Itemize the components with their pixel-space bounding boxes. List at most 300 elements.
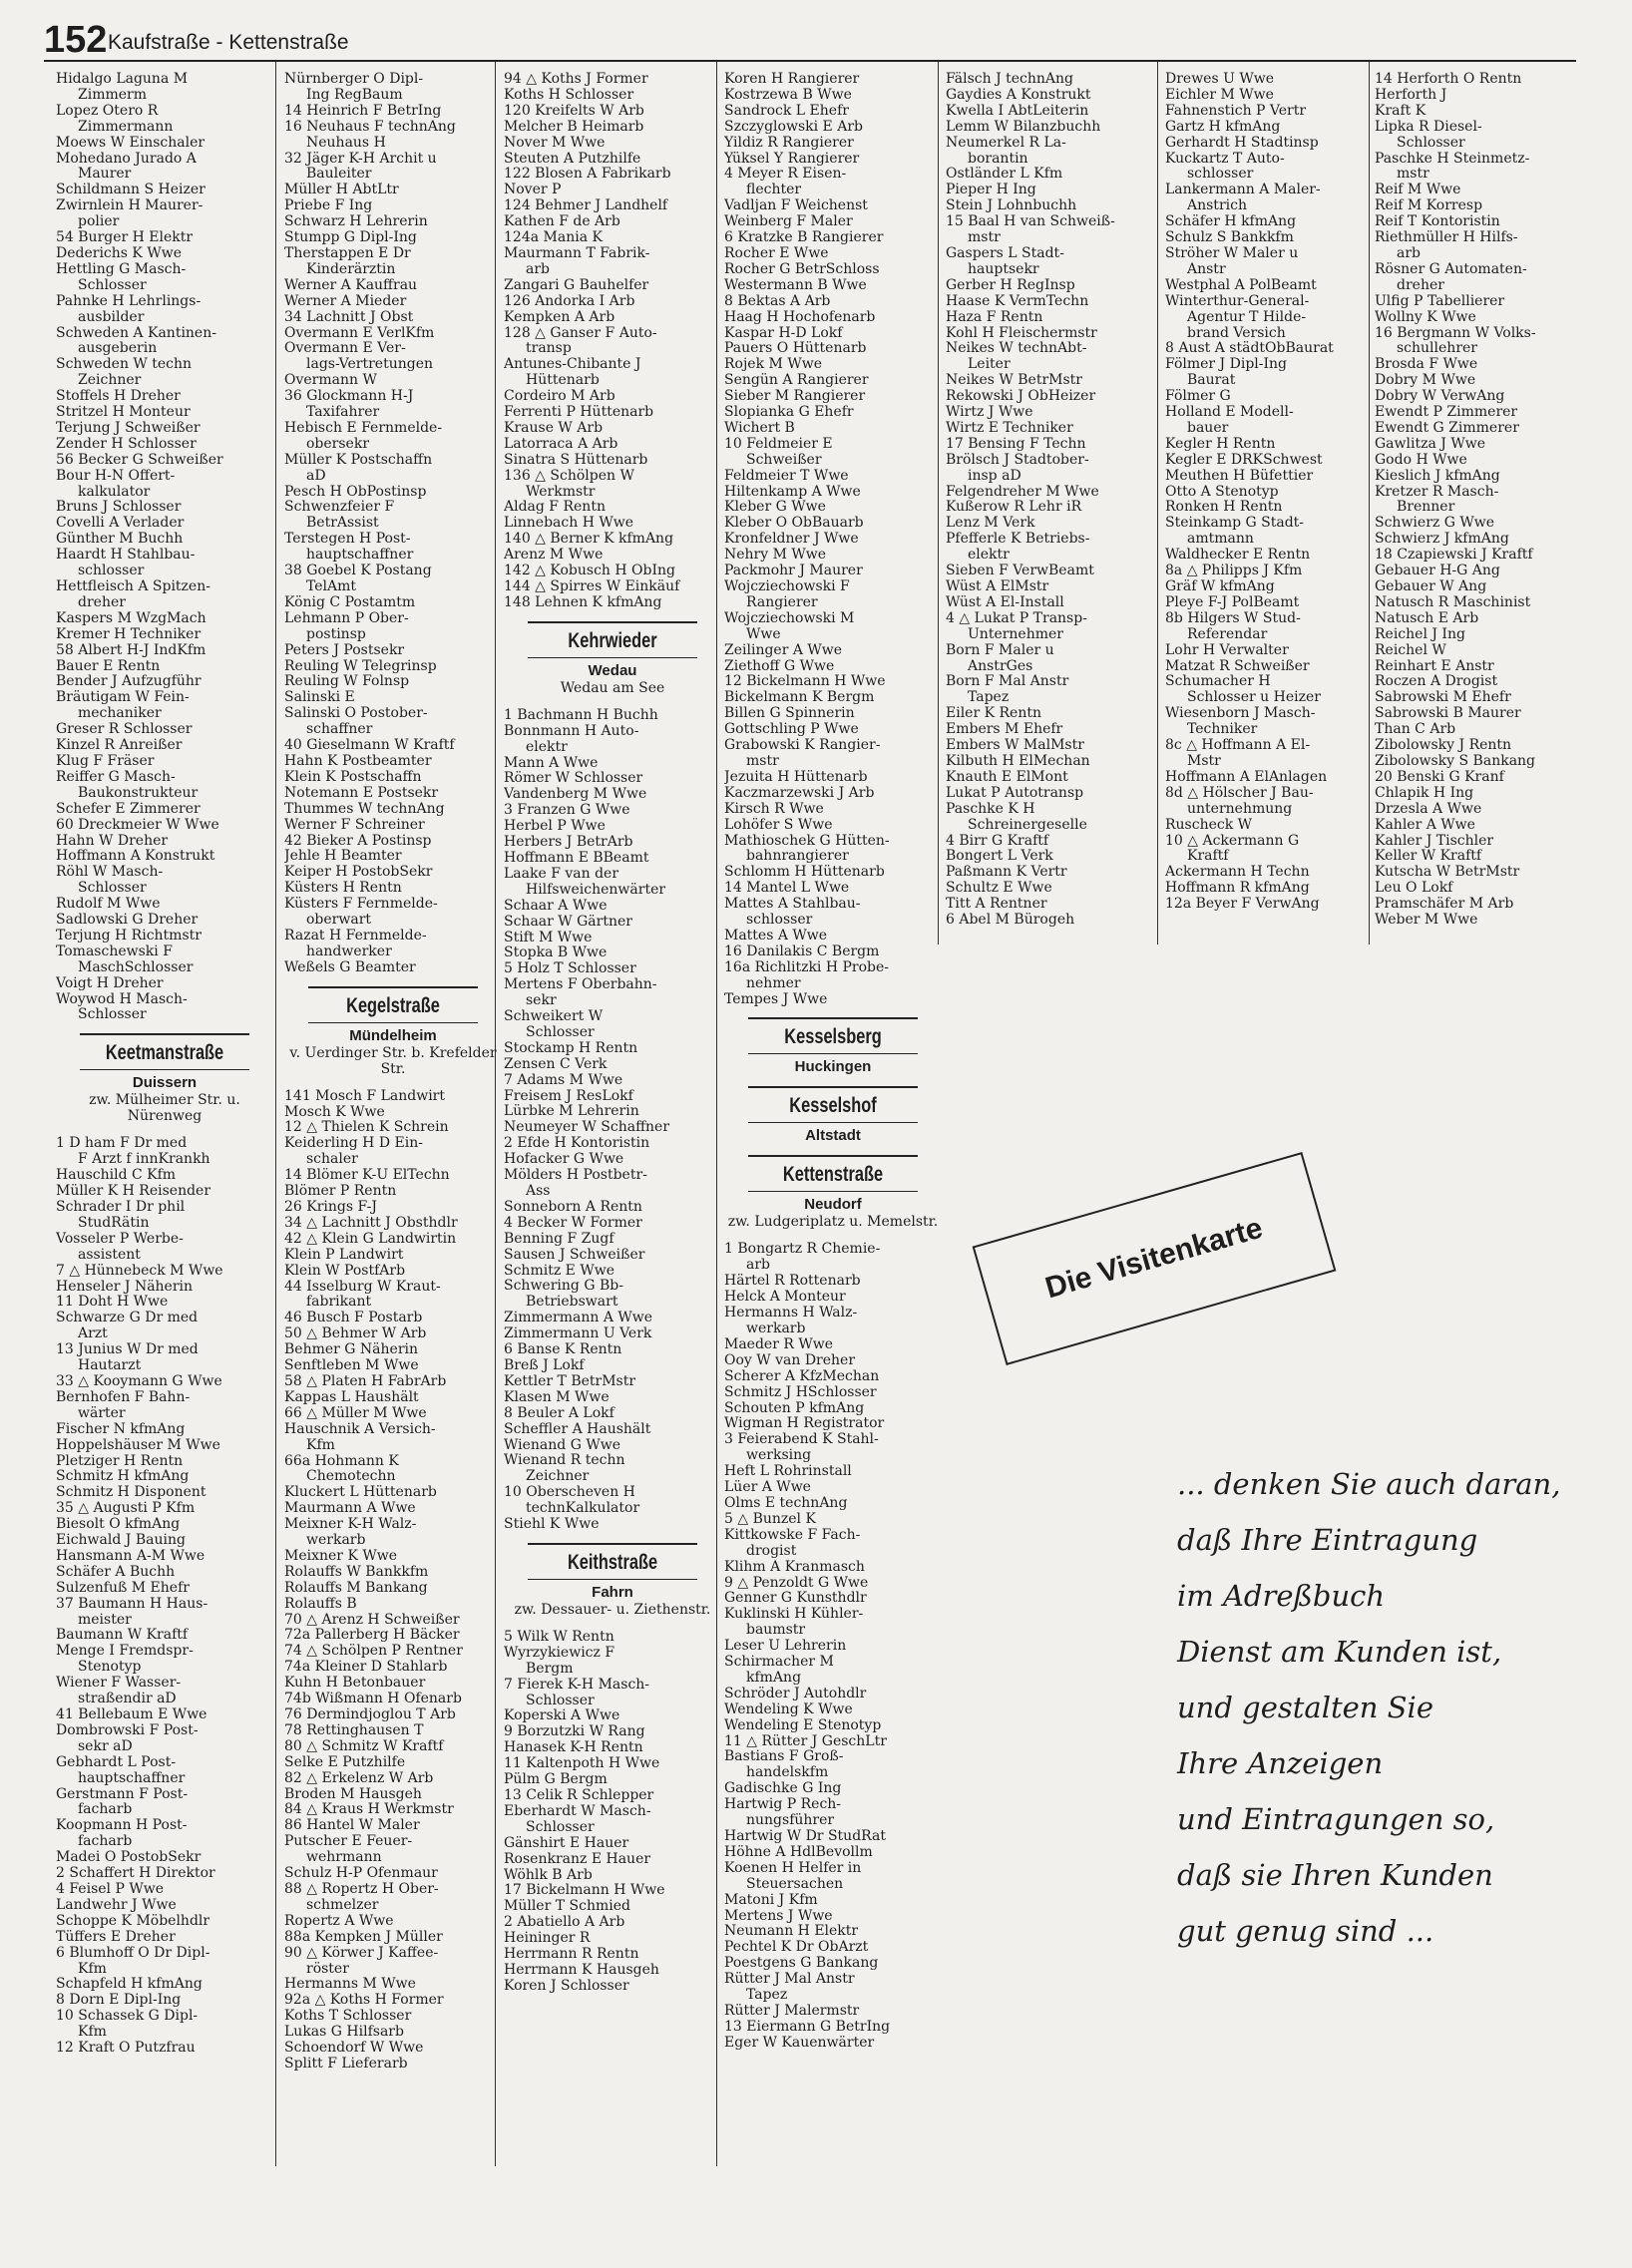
directory-entry: Lürbke M Lehrerin xyxy=(504,1104,639,1120)
directory-entry: Rekowski J ObHeizer xyxy=(946,389,1096,405)
directory-entry: Senftleben M Wwe xyxy=(284,1358,419,1374)
directory-entry: Schirmacher M xyxy=(724,1655,834,1671)
entry-continuation: Maurer xyxy=(78,167,132,183)
directory-entry: Kohl H Fleischermstr xyxy=(946,325,1097,341)
directory-entry: Fischer N kfmAng xyxy=(56,1421,186,1437)
directory-entry: 2 Efde H Kontoristin xyxy=(504,1136,650,1152)
street-heading: Kesselsberg xyxy=(748,1017,918,1054)
directory-entry: 140 △ Berner K kfmAng xyxy=(504,532,674,548)
directory-entry: 7 △ Hünnebeck M Wwe xyxy=(56,1263,223,1279)
directory-entry: 5 Holz T Schlosser xyxy=(504,961,636,977)
directory-entry: Müller T Schmied xyxy=(504,1899,630,1915)
directory-entry: Lankermann A Maler- xyxy=(1165,183,1321,198)
entry-continuation: Kfm xyxy=(306,1437,335,1453)
directory-entry: Helck A Monteur xyxy=(724,1290,846,1306)
entry-continuation: wärter xyxy=(78,1405,126,1421)
directory-entry: Selke E Putzhilfe xyxy=(284,1754,406,1770)
directory-entry: Heininger R xyxy=(504,1931,591,1947)
entry-continuation: kfmAng xyxy=(746,1670,802,1686)
directory-entry: Hoffmann A Konstrukt xyxy=(56,849,215,865)
directory-entry: Priebe F Ing xyxy=(284,198,373,214)
entry-continuation: Zimmermann xyxy=(78,119,174,135)
directory-entry: Pahnke H Lehrlings- xyxy=(56,293,202,309)
entry-continuation: handelskfm xyxy=(746,1765,829,1781)
directory-entry: Herforth J xyxy=(1375,87,1447,103)
directory-entry: Mertens J Wwe xyxy=(724,1908,833,1924)
directory-entry: 92a △ Koths H Former xyxy=(284,1993,444,2009)
directory-entry: Feldmeier T Wwe xyxy=(724,468,849,484)
directory-entry: Jezuita H Hüttenarb xyxy=(724,769,868,785)
directory-entry: Mattes A Wwe xyxy=(724,928,828,944)
entry-continuation: hauptschaffner xyxy=(306,548,414,564)
directory-entry: Ropertz A Wwe xyxy=(284,1913,394,1929)
entry-continuation: dreher xyxy=(78,594,126,610)
entry-continuation: Schlosser u Heizer xyxy=(1187,690,1321,706)
directory-entry: 20 Benski G Kranf xyxy=(1375,769,1504,785)
directory-entry: Waldhecker E Rentn xyxy=(1165,548,1311,564)
directory-entry: Kahler J Tischler xyxy=(1375,833,1494,849)
directory-entry: Wöhlk B Arb xyxy=(504,1867,593,1883)
district-name: Mündelheim xyxy=(349,1026,437,1044)
directory-entry: Covelli A Verlader xyxy=(56,516,185,532)
directory-entry: Embers M Ehefr xyxy=(946,722,1063,738)
directory-entry: 41 Bellebaum E Wwe xyxy=(56,1707,207,1722)
directory-entry: Steuten A Putzhilfe xyxy=(504,151,641,167)
directory-entry: Schweden W techn xyxy=(56,357,193,373)
directory-entry: Eichler M Wwe xyxy=(1165,87,1274,103)
directory-entry: Reiffer G Masch- xyxy=(56,769,176,785)
directory-entry: Hansmann A-M Wwe xyxy=(56,1548,205,1564)
directory-entry: Schäfer A Buchh xyxy=(56,1564,176,1580)
entry-continuation: fabrikant xyxy=(306,1295,372,1311)
directory-entry: Ströher W Maler u xyxy=(1165,245,1299,261)
directory-entry: Kappas L Haushält xyxy=(284,1389,419,1405)
entry-continuation: dreher xyxy=(1397,277,1444,293)
column-7 xyxy=(1375,72,1579,949)
directory-entry: Rolauffs W Bankkfm xyxy=(284,1564,429,1580)
directory-entry: Reinhart E Anstr xyxy=(1375,658,1494,674)
directory-entry: Hoffmann A ElAnlagen xyxy=(1165,769,1328,785)
directory-entry: Sabrowski M Ehefr xyxy=(1375,690,1511,706)
directory-entry: Maeder R Wwe xyxy=(724,1336,834,1352)
directory-entry: Bender J Aufzugführ xyxy=(56,674,202,690)
directory-entry: Kegler H Rentn xyxy=(1165,436,1276,452)
entry-continuation: Ing RegBaum xyxy=(306,87,403,103)
district-name: Fahrn xyxy=(592,1583,633,1601)
directory-entry: Haardt H Stahlbau- xyxy=(56,548,196,564)
directory-entry: Melcher B Heimarb xyxy=(504,119,644,135)
directory-entry: 44 Isselburg W Kraut- xyxy=(284,1279,441,1295)
directory-entry: 56 Becker G Schweißer xyxy=(56,452,223,468)
directory-entry: Holland E Modell- xyxy=(1165,405,1294,421)
directory-entry: 124 Behmer J Landhelf xyxy=(504,198,668,214)
district-name: Duissern xyxy=(132,1074,198,1092)
directory-entry: Koperski A Wwe xyxy=(504,1708,620,1724)
directory-entry: 120 Kreifelts W Arb xyxy=(504,103,644,119)
directory-entry: Schmitz H kfmAng xyxy=(56,1469,190,1485)
directory-entry: Wojcziechowski M xyxy=(724,610,855,626)
directory-entry: Kegler E DRKSchwest xyxy=(1165,452,1323,468)
directory-entry: 4 Birr G Kraftf xyxy=(946,833,1049,849)
directory-entry: Schwering G Bb- xyxy=(504,1279,623,1295)
district-name: Huckingen xyxy=(794,1058,872,1076)
directory-entry: Nürnberger O Dipl- xyxy=(284,72,424,87)
directory-entry: Matoni J Kfm xyxy=(724,1892,818,1908)
directory-entry: 8 Bektas A Arb xyxy=(724,293,831,309)
directory-entry: 66 △ Müller M Wwe xyxy=(284,1405,427,1421)
directory-entry: Lohöfer S Wwe xyxy=(724,817,833,833)
entry-continuation: brand Versich xyxy=(1187,325,1286,341)
directory-entry: 88 △ Ropertz H Ober- xyxy=(284,1881,439,1897)
directory-entry: Putscher E Feuer- xyxy=(284,1834,413,1850)
directory-entry: 1 Bachmann H Buchh xyxy=(504,707,658,723)
directory-entry: Gebauer W Ang xyxy=(1375,579,1487,594)
directory-entry: Gänshirt E Hauer xyxy=(504,1835,629,1851)
entry-continuation: mstr xyxy=(746,753,779,769)
entry-continuation: schmelzer xyxy=(306,1897,379,1913)
directory-entry: Born F Maler u xyxy=(946,642,1054,658)
directory-entry: 88a Kempken J Müller xyxy=(284,1929,443,1945)
directory-entry: Therstappen E Dr xyxy=(284,245,411,261)
directory-entry: Neikes W technAbt- xyxy=(946,341,1087,357)
directory-entry: Klug F Fräser xyxy=(56,753,155,769)
directory-entry: 17 Bensing F Techn xyxy=(946,436,1086,452)
directory-entry: 14 Herforth O Rentn xyxy=(1375,72,1522,87)
directory-entry: Benning F Zugf xyxy=(504,1231,614,1247)
directory-entry: Razat H Fernmelde- xyxy=(284,928,427,944)
directory-entry: Heft L Rohrinstall xyxy=(724,1464,852,1480)
directory-entry: 5 Wilk W Rentn xyxy=(504,1629,614,1645)
directory-entry: Fahnenstich P Vertr xyxy=(1165,103,1307,119)
directory-entry: Weinberg F Maler xyxy=(724,214,853,230)
directory-entry: Zeilinger A Wwe xyxy=(724,642,843,658)
directory-entry: Kostrzewa B Wwe xyxy=(724,87,852,103)
directory-entry: Leser U Lehrerin xyxy=(724,1639,847,1655)
directory-entry: Koopmann H Post- xyxy=(56,1818,188,1834)
entry-continuation: meister xyxy=(78,1612,132,1628)
directory-entry: Kutscha W BetrMstr xyxy=(1375,865,1520,881)
directory-entry: Sinatra S Hüttenarb xyxy=(504,452,648,468)
directory-entry: Schwenzfeier F xyxy=(284,500,395,516)
directory-entry: 11 Kaltenpoth H Wwe xyxy=(504,1756,660,1772)
directory-entry: Overmann E Ver- xyxy=(284,341,406,357)
directory-entry: 32 Jäger K-H Archit u xyxy=(284,151,437,167)
directory-entry: Madei O PostobSekr xyxy=(56,1850,202,1866)
directory-entry: Biesolt O kfmAng xyxy=(56,1517,181,1533)
entry-continuation: Kinderärztin xyxy=(306,261,396,277)
directory-entry: Kronfeldner J Wwe xyxy=(724,532,859,548)
directory-entry: Lemm W Bilanzbuchh xyxy=(946,119,1101,135)
entry-continuation: sekr aD xyxy=(78,1738,133,1754)
directory-entry: Küsters H Rentn xyxy=(284,881,402,897)
directory-entry: Stumpp G Dipl-Ing xyxy=(284,230,417,246)
directory-entry: Ziethoff G Wwe xyxy=(724,658,835,674)
directory-entry: 12 Kraft O Putzfrau xyxy=(56,2041,196,2057)
directory-entry: Tüffers E Dreher xyxy=(56,1929,176,1945)
directory-entry: Overmann W xyxy=(284,373,377,389)
directory-entry: Salinski E xyxy=(284,690,355,706)
directory-entry: Terjung H Richtmstr xyxy=(56,928,202,944)
entry-continuation: bahnrangierer xyxy=(746,849,849,865)
directory-entry: Greser R Schlosser xyxy=(56,722,193,738)
directory-entry: Vosseler P Werbe- xyxy=(56,1231,184,1247)
entry-continuation: Kfm xyxy=(78,1961,107,1977)
slogan-line: daß Ihre Eintragung xyxy=(1177,1523,1478,1557)
directory-entry: Weber M Wwe xyxy=(1375,913,1478,929)
directory-entry: Pülm G Bergm xyxy=(504,1772,608,1788)
directory-entry: Aldag F Rentn xyxy=(504,500,606,516)
directory-entry: 14 Heinrich F BetrIng xyxy=(284,103,442,119)
directory-entry: Grabowski K Rangier- xyxy=(724,738,881,754)
entries-list xyxy=(946,72,1163,929)
directory-entry: Bauer E Rentn xyxy=(56,658,161,674)
entry-continuation: AnstrGes xyxy=(968,658,1033,674)
directory-entry: 126 Andorka I Arb xyxy=(504,293,635,309)
directory-entry: Reuling W Folnsp xyxy=(284,674,410,690)
directory-entry: Paschke K H xyxy=(946,801,1035,817)
directory-entry: 66a Hohmann K xyxy=(284,1453,399,1469)
directory-entry: 8c △ Hoffmann A El- xyxy=(1165,738,1311,754)
entry-continuation: Rangierer xyxy=(746,594,818,610)
directory-entry: 82 △ Erkelenz W Arb xyxy=(284,1770,434,1786)
directory-entry: Gadischke G Ing xyxy=(724,1781,842,1797)
directory-entry: 42 Bieker A Postinsp xyxy=(284,833,432,849)
directory-entry: Rolauffs M Bankang xyxy=(284,1580,428,1596)
directory-entry: 74b Wißmann H Ofenarb xyxy=(284,1692,462,1707)
directory-entry: Neumeyer W Schaffner xyxy=(504,1120,670,1136)
slogan-line: Dienst am Kunden ist, xyxy=(1177,1635,1502,1669)
directory-entry: Wüst A ElMstr xyxy=(946,579,1049,594)
directory-entry: Gebhardt L Post- xyxy=(56,1754,177,1770)
directory-entry: 13 Celik R Schlepper xyxy=(504,1788,654,1803)
directory-entry: 58 △ Platen H FabrArb xyxy=(284,1373,447,1389)
directory-entry: Wollny K Wwe xyxy=(1375,309,1476,325)
directory-entry: Fölmer J Dipl-Ing xyxy=(1165,357,1288,373)
directory-entry: Terstegen H Post- xyxy=(284,532,411,548)
directory-entry: Cordeiro M Arb xyxy=(504,389,615,405)
directory-entry: Kuklinski H Kühler- xyxy=(724,1607,864,1623)
entry-continuation: Schweißer xyxy=(746,452,822,468)
directory-entry: Haag H Hochofenarb xyxy=(724,309,876,325)
directory-entry: 9 Borzutzki W Rang xyxy=(504,1724,645,1740)
directory-entry: 6 Abel M Bürogeh xyxy=(946,913,1075,929)
directory-entry: Kirsch R Wwe xyxy=(724,801,824,817)
entry-continuation: facharb xyxy=(78,1834,133,1850)
directory-entry: 78 Rettinghausen T xyxy=(284,1722,424,1738)
entry-continuation: Wwe xyxy=(746,626,781,642)
directory-entry: Wienand R techn xyxy=(504,1453,625,1469)
directory-entry: Pfefferle K Betriebs- xyxy=(946,532,1090,548)
directory-entry: 50 △ Behmer W Arb xyxy=(284,1326,427,1342)
directory-entry: Nehry M Wwe xyxy=(724,548,827,564)
directory-entry: Kluckert L Hüttenarb xyxy=(284,1485,437,1501)
entry-continuation: Leiter xyxy=(968,357,1011,373)
directory-entry: Mosch K Wwe xyxy=(284,1104,385,1120)
entry-continuation: Betriebswart xyxy=(526,1295,618,1311)
entry-continuation: schaffner xyxy=(306,722,373,738)
entry-continuation: Hautarzt xyxy=(78,1358,142,1374)
directory-entry: Meixner K-H Walz- xyxy=(284,1517,417,1533)
directory-entry: Kuhn H Betonbauer xyxy=(284,1676,426,1692)
directory-entry: Mattes A Stahlbau- xyxy=(724,897,861,913)
directory-entry: Schildmann S Heizer xyxy=(56,183,205,198)
directory-entry: 60 Dreckmeier W Wwe xyxy=(56,817,219,833)
directory-entry: Lüer A Wwe xyxy=(724,1480,811,1496)
directory-entry: Than C Arb xyxy=(1375,722,1456,738)
directory-entry: Born F Mal Anstr xyxy=(946,674,1069,690)
directory-entry: 8 Aust A städtObBaurat xyxy=(1165,341,1334,357)
directory-entry: Eichwald J Bauing xyxy=(56,1533,186,1549)
directory-entry: Arenz M Wwe xyxy=(504,548,604,564)
entry-continuation: insp aD xyxy=(968,468,1021,484)
entry-continuation: arb xyxy=(1397,245,1422,261)
directory-entry: Höhne A HdlBevollm xyxy=(724,1844,873,1860)
entry-continuation: elektr xyxy=(968,548,1010,564)
entry-continuation: mstr xyxy=(968,230,1001,246)
entry-continuation: Taxifahrer xyxy=(306,405,380,421)
directory-entry: 11 Doht H Wwe xyxy=(56,1295,169,1311)
entry-continuation: straßendir aD xyxy=(78,1692,177,1707)
directory-entry: Kittkowske F Fach- xyxy=(724,1527,861,1543)
directory-entry: Stockamp H Rentn xyxy=(504,1040,638,1056)
entry-continuation: Kfm xyxy=(78,2025,107,2041)
entry-continuation: Schlosser xyxy=(526,1024,595,1040)
directory-entry: Klein K Postschaffn xyxy=(284,769,422,785)
directory-entry: 15 Baal H van Schweiß- xyxy=(946,214,1115,230)
directory-entry: Krause W Arb xyxy=(504,420,604,436)
entries-list xyxy=(1165,72,1365,913)
directory-entry: Ruscheck W xyxy=(1165,817,1253,833)
directory-entry: Stritzel H Monteur xyxy=(56,405,191,421)
directory-entry: Rütter J Malermstr xyxy=(724,2003,860,2019)
directory-entry: 9 △ Penzoldt G Wwe xyxy=(724,1575,869,1591)
directory-entry: Bickelmann K Bergm xyxy=(724,690,875,706)
directory-entry: Keiderling H D Ein- xyxy=(284,1136,423,1152)
entry-continuation: technKalkulator xyxy=(526,1501,640,1517)
entry-continuation: drogist xyxy=(746,1543,797,1559)
directory-entry: Schwarz H Lehrerin xyxy=(284,214,428,230)
entry-continuation: Tapez xyxy=(968,690,1010,706)
directory-entry: Henseler J Näherin xyxy=(56,1279,194,1295)
entry-continuation: Zeichner xyxy=(78,373,142,389)
directory-entry: 46 Busch F Postarb xyxy=(284,1311,423,1326)
directory-entry: Dombrowski F Post- xyxy=(56,1722,199,1738)
directory-entry: 33 △ Kooymann G Wwe xyxy=(56,1373,222,1389)
directory-entry: Pieper H Ing xyxy=(946,183,1036,198)
directory-entry: Gottschling P Wwe xyxy=(724,722,859,738)
district-name: Altstadt xyxy=(805,1127,861,1145)
directory-entry: Voigt H Dreher xyxy=(56,975,164,991)
directory-entry: Maurmann T Fabrik- xyxy=(504,245,650,261)
entry-continuation: Anstr xyxy=(1187,261,1226,277)
directory-entry: Küsters F Fernmelde- xyxy=(284,897,438,913)
directory-entry: Kretzer R Masch- xyxy=(1375,484,1499,500)
directory-entry: 11 △ Rütter J GeschLtr xyxy=(724,1733,887,1749)
entry-continuation: Anstrich xyxy=(1187,198,1247,214)
directory-entry: Hebisch E Fernmelde- xyxy=(284,420,443,436)
street-description: zw. Ludgeriplatz u. Memelstr. xyxy=(727,1214,939,1231)
directory-entry: Pechtel K Dr ObArzt xyxy=(724,1940,869,1956)
entry-continuation: baumstr xyxy=(746,1623,806,1639)
directory-entry: Hahn W Dreher xyxy=(56,833,169,849)
entry-continuation: lags-Vertretungen xyxy=(306,357,434,373)
directory-entry: 58 Albert H-J IndKfm xyxy=(56,642,206,658)
directory-entry: Ackermann H Techn xyxy=(1165,865,1310,881)
directory-entry: Zimmermann A Wwe xyxy=(504,1311,653,1326)
directory-entry: Rolauffs B xyxy=(284,1596,357,1612)
directory-entry: Neumann H Elektr xyxy=(724,1924,859,1940)
entry-continuation: Mstr xyxy=(1187,753,1221,769)
directory-entry: Mölders H Postbetr- xyxy=(504,1168,647,1184)
directory-entry: Fölmer G xyxy=(1165,389,1231,405)
directory-entry: 36 Glockmann H-J xyxy=(284,389,414,405)
entry-continuation: Brenner xyxy=(1397,500,1455,516)
entries-list xyxy=(56,1136,273,2057)
directory-entry: 34 △ Lachnitt J Obsthdlr xyxy=(284,1215,458,1231)
entry-continuation: Agentur T Hilde- xyxy=(1187,309,1307,325)
street-heading: Kehrwieder xyxy=(528,621,697,658)
directory-entry: Lehmann P Ober- xyxy=(284,610,409,626)
directory-entry: Ulfig P Tabellierer xyxy=(1375,293,1505,309)
entry-continuation: Chemotechn xyxy=(306,1469,396,1485)
directory-entry: 74 △ Schölpen P Rentner xyxy=(284,1644,463,1660)
directory-entry: Wendeling E Stenotyp xyxy=(724,1717,882,1733)
entry-continuation: postinsp xyxy=(306,626,366,642)
page-number: 152 xyxy=(44,19,108,61)
directory-entry: Sonneborn A Rentn xyxy=(504,1199,642,1215)
directory-entry: Yüksel Y Rangierer xyxy=(724,151,860,167)
directory-entry: 70 △ Arenz H Schweißer xyxy=(284,1612,460,1628)
entry-continuation: Schlosser xyxy=(526,1819,595,1835)
directory-entry: Splitt F Lieferarb xyxy=(284,2056,408,2072)
directory-entry: Eger W Kauenwärter xyxy=(724,2035,875,2051)
directory-entry: 72a Pallerberg H Bäcker xyxy=(284,1628,460,1644)
directory-entry: Schmitz H Disponent xyxy=(56,1485,206,1501)
directory-entry: Matzat R Schweißer xyxy=(1165,658,1310,674)
directory-entry: Embers W MalMstr xyxy=(946,738,1084,754)
street-description: zw. Dessauer- u. Ziethenstr. xyxy=(514,1601,711,1618)
directory-entry: Stopka B Wwe xyxy=(504,945,608,961)
directory-entry: 16 Danilakis C Bergm xyxy=(724,944,880,959)
directory-entry: 94 △ Koths J Former xyxy=(504,72,648,87)
directory-entry: König C Postamtm xyxy=(284,594,416,610)
directory-entry: Werner A Mieder xyxy=(284,293,407,309)
directory-entry: Kraft K xyxy=(1375,103,1427,119)
directory-entry: Werner A Kauffrau xyxy=(284,277,418,293)
directory-entry: Hartwig W Dr StudRat xyxy=(724,1829,886,1844)
directory-entry: Nover M Wwe xyxy=(504,135,606,151)
directory-entry: Müller K H Reisender xyxy=(56,1184,211,1200)
directory-entry: Rojek M Wwe xyxy=(724,357,822,373)
directory-entry: Nover P xyxy=(504,183,562,198)
directory-entry: Schmitz E Wwe xyxy=(504,1263,614,1279)
directory-entry: Vadljan F Weichenst xyxy=(724,198,868,214)
directory-entry: 144 △ Spirres W Einkäuf xyxy=(504,579,680,594)
directory-entry: Kleber O ObBauarb xyxy=(724,516,864,532)
directory-entry: Wigman H Registrator xyxy=(724,1416,885,1432)
directory-entry: Meixner K Wwe xyxy=(284,1548,398,1564)
directory-entry: Rosenkranz E Hauer xyxy=(504,1851,651,1867)
entry-continuation: Baurat xyxy=(1187,373,1236,389)
entry-continuation: aD xyxy=(306,468,326,484)
directory-entry: Ronken H Rentn xyxy=(1165,500,1283,516)
directory-entry: Natusch E Arb xyxy=(1375,610,1479,626)
directory-entry: Terjung J Schweißer xyxy=(56,420,201,436)
directory-entry: Bernhofen F Bahn- xyxy=(56,1389,191,1405)
entry-continuation: Baukonstrukteur xyxy=(78,785,199,801)
directory-entry: Römer W Schlosser xyxy=(504,771,643,787)
directory-entry: 8a △ Philipps J Kfm xyxy=(1165,564,1303,579)
